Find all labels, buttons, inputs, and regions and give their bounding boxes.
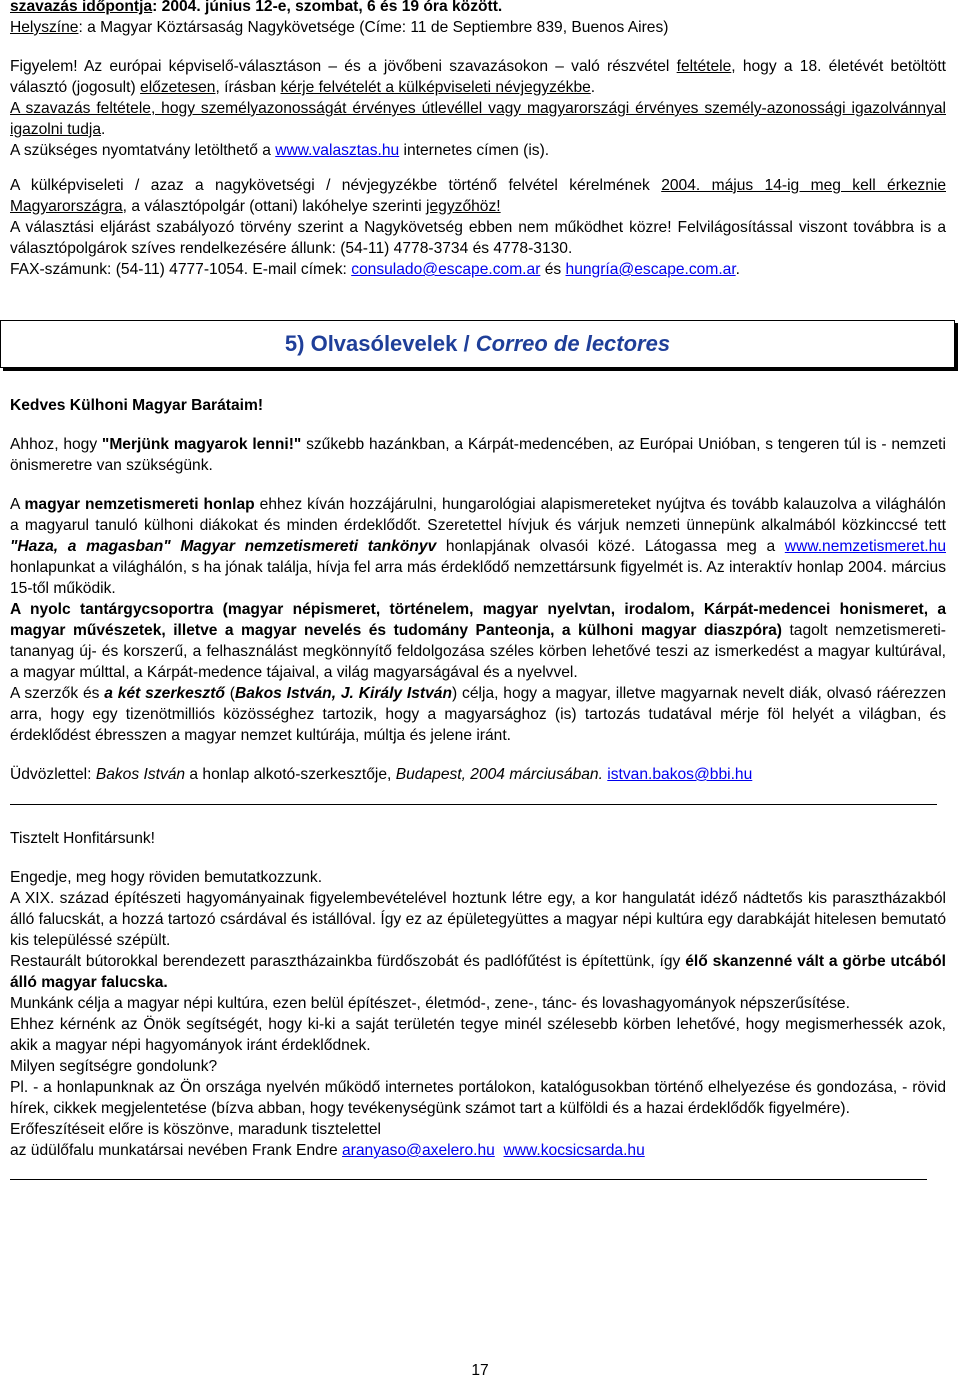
aranyaso-email-link[interactable]: aranyaso@axelero.hu (342, 1142, 495, 1159)
letter1-paragraph-2: A magyar nemzetismereti honlap ehhez kíván hozzájárulni, hungarológiai alapismereteket nyújtva és tovább kalauzolva a világhálón a magyarul tanuló külhoni diákokat és minden érdeklődőt. Szeretettel hívjuk és várjuk nemzeti ünnepünk alkalmából közkinccsé tett "Haza, a magasban" Magyar nemzetismereti tankönyv honlapjának olvasói közé. Látogassa meg a www.nemzetismeret.hu honlapunkat a világhálón, s ha jónak találja, hívja fel arra más érdeklődő nemzettársunk figyelmét is. Az interaktív honlap 2004. március 15-től működik. (10, 496, 946, 597)
valasztas-link[interactable]: www.valasztas.hu (275, 142, 400, 159)
letter2-paragraph-1: Engedje, meg hogy röviden bemutatkozzunk. (10, 869, 323, 886)
hungria-email-link[interactable]: hungría@escape.com.ar (565, 261, 736, 278)
voting-date-label: szavazás időpontja (10, 0, 153, 15)
divider-2 (10, 1179, 927, 1180)
notice-paragraph-2: A szavazás feltétele, hogy személyazonosságát érvényes útlevéllel vagy magyarországi érvényes személy-azonossági igazolvánnyal igazolni tudja. (10, 100, 946, 138)
letter1-signature: Üdvözlettel: Bakos István a honlap alkotó-szerkesztője, Budapest, 2004 márciusában. istvan.bakos@bbi.hu (10, 766, 753, 783)
letter2-paragraph-6: Milyen segítségre gondolunk? (10, 1058, 218, 1075)
page-number: 17 (471, 1362, 489, 1379)
bakos-email-link[interactable]: istvan.bakos@bbi.hu (607, 766, 753, 783)
letter2-paragraph-5: Ehhez kérnénk az Önök segítségét, hogy ki-ki a saját területén tegye minél szélesebb körben lehetővé, hogy megismerhessék azok, akik a magyar népi hagyományok iránt érdeklődnek. (10, 1016, 946, 1054)
letter1-paragraph-3: A nyolc tantárgycsoportra (magyar népismeret, történelem, magyar nyelvtan, irodalom, Kárpát-medencei honismeret, a magyar művészetek, illetve a magyar nevelés és tudomány Panteonja, a külhoni magyar diaszpóra) tagolt nemzetismereti-tananyag új- és korszerű, a felhasználást megkönnyítő feldolgozása széles körben lehetővé teszi az ismerkedést a magyar kultúrával, a magyar múlttal, a Kárpát-medence tájaival, a világ magyarságával és a nyelvvel. (10, 601, 946, 681)
letter2-paragraph-3: Restaurált bútorokkal berendezett parasztházainkba fürdőszobát és padlófűtést is építettünk, így élő skanzenné vált a görbe utcából álló magyar falucska. (10, 953, 946, 991)
notice-paragraph-4: A külképviseleti / azaz a nagykövetségi / névjegyzékbe történő felvétel kérelmének 2004. május 14-ig meg kell érkeznie Magyarországra, a választópolgár (ottani) lakóhelye szerinti jegyzőhöz! (10, 177, 946, 215)
letter1-paragraph-4: A szerzők és a két szerkesztő (Bakos István, J. Király István) célja, hogy a magyar, illetve magyarnak nevelt diák, olvasó ráérezzen arra, hogy egy tizenötmilliós közösséghez tartozik, hogy a magyarsághoz (is) tartozás tudatával mérje föl helyét a világban, és érdeklődést ébresszen a magyar nemzet kultúrája, múltja és jelene iránt. (10, 685, 946, 744)
notice-paragraph-5: A választási eljárást szabályozó törvény szerint a Nagykövetség ebben nem működhet közre! Felvilágosítással viszont továbbra is a választópolgárok szíves rendelkezésére állunk: (54-11) 4778-3734 és 4778-3130. (10, 219, 946, 257)
notice-paragraph-1: Figyelem! Az európai képviselő-választáson – és a jövőbeni szavazásokon – való részvétel feltétele, hogy a 18. életévét betöltött választó (jogosult) előzetesen, írásban kérje felvételét a külképviseleti névjegyzékbe. (10, 58, 947, 96)
venue-line: Helyszíne: a Magyar Köztársaság Nagykövetsége (Címe: 11 de Septiembre 839, Buenos Aires) (10, 19, 669, 36)
letter2-paragraph-7: Pl. - a honlapunknak az Ön országa nyelvén működő internetes portálokon, katalógusokban történő elhelyezése és gondozása, - rövid hírek, cikkek megjelentetése (bízva abban, hogy tevékenységünk számot tart a külföldi és a hazai érdeklődők figyelmére). (10, 1079, 946, 1117)
kocsicsarda-link[interactable]: www.kocsicsarda.hu (503, 1142, 645, 1159)
consulado-email-link[interactable]: consulado@escape.com.ar (351, 261, 541, 278)
nemzetismeret-link[interactable]: www.nemzetismeret.hu (784, 538, 946, 555)
notice-paragraph-3: A szükséges nyomtatvány letölthető a www.valasztas.hu internetes címen (is). (10, 142, 550, 159)
notice-paragraph-6: FAX-számunk: (54-11) 4777-1054. E-mail címek: consulado@escape.com.ar és hungría@escape.com.ar. (10, 261, 741, 278)
letter2-paragraph-4: Munkánk célja a magyar népi kultúra, ezen belül építészet-, életmód-, zene-, tánc- és lovashagyományok népszerűsítése. (10, 995, 850, 1012)
letter2-paragraph-8: Erőfeszítéseit előre is köszönve, maradunk tisztelettel (10, 1121, 381, 1138)
letter2-paragraph-9: az üdülőfalu munkatársai nevében Frank Endre aranyaso@axelero.hu www.kocsicsarda.hu (10, 1142, 645, 1159)
section-title: 5) Olvasólevelek / Correo de lectores (284, 331, 671, 356)
letter1-paragraph-1: Ahhoz, hogy "Merjünk magyarok lenni!" szűkebb hazánkban, a Kárpát-medencében, az Európai Unióban, s tengeren túl is - nemzeti önismeretre van szükségünk. (10, 436, 946, 474)
document-page (10, 0, 946, 1180)
letter2-paragraph-2: A XIX. század építészeti hagyományainak figyelembevételével hoztunk létre egy, a kor hangulatát idéző nádtetős kis parasztházakból álló falucskát, a hozzá tartozó csárdával és istállóval. Így ez az épületegyüttes a magyar népi kultúra egy darabkáját hitelesen bemutató kis településsé szépült. (10, 890, 946, 949)
section-header-box (0, 320, 955, 368)
letter2-greeting: Tisztelt Honfitársunk! (10, 830, 156, 847)
venue-label: Helyszíne (10, 19, 79, 36)
letter1-greeting: Kedves Külhoni Magyar Barátaim! (10, 397, 264, 414)
voting-date-line: szavazás időpontja: 2004. június 12-e, szombat, 6 és 19 óra között. (10, 0, 503, 15)
